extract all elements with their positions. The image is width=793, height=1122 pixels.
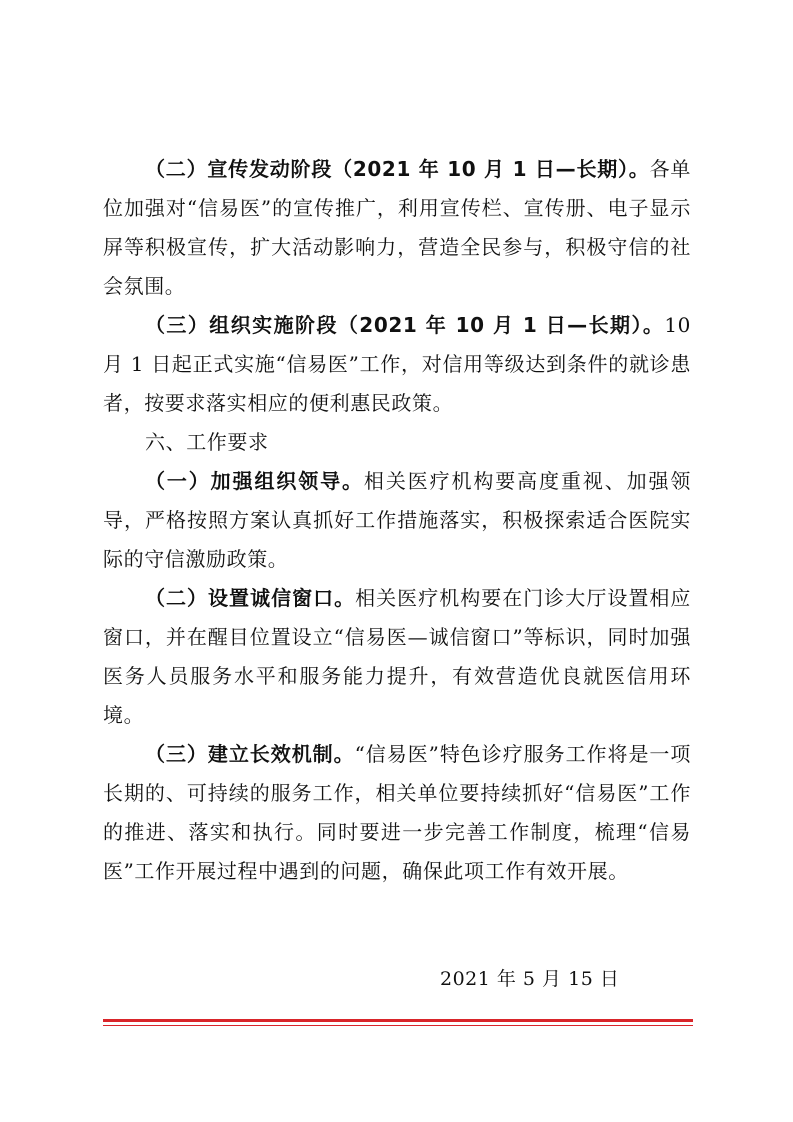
- paragraph-body: 10 月 1 日起正式实施“信易医”工作，对信用等级达到条件的就诊患者，按要求落实相应的便利惠民政策。: [103, 313, 691, 415]
- paragraph-body: 各单位加强对“信易医”的宣传推广，利用宣传栏、宣传册、电子显示屏等积极宣传，扩大活动影响力，营造全民参与，积极守信的社会氛围。: [103, 157, 691, 298]
- paragraph-heading: （二）设置诚信窗口。: [145, 586, 356, 610]
- paragraph-heading: （三）组织实施阶段（2021 年 10 月 1 日—长期）。: [145, 313, 665, 337]
- paragraph-long-term-mechanism: [103, 735, 691, 891]
- footer-rule-thin: [103, 1025, 693, 1026]
- paragraph-body: 相关医疗机构要高度重视、加强领导，严格按照方案认真抓好工作措施落实，积极探索适合医院实际的守信激励政策。: [103, 469, 692, 571]
- paragraph-heading: （二）宣传发动阶段（2021 年 10 月 1 日—长期）。: [145, 157, 650, 181]
- paragraph-heading: （一）加强组织领导。: [145, 469, 364, 493]
- paragraph-organization-leadership: [103, 462, 691, 579]
- paragraph-body: 相关医疗机构要在门诊大厅设置相应窗口，并在醒目位置设立“信易医—诚信窗口”等标识，同时加强医务人员服务水平和服务能力提升，有效营造优良就医信用环境。: [103, 586, 691, 727]
- paragraph-publicity-stage: [103, 150, 691, 306]
- paragraph-heading: （三）建立长效机制。: [145, 742, 355, 766]
- document-date: 2021 年 5 月 15 日: [440, 968, 620, 990]
- paragraph-integrity-window: [103, 579, 691, 735]
- footer-rule-thick: [103, 1019, 693, 1022]
- paragraph-implementation-stage: [103, 306, 691, 423]
- paragraph-body: “信易医”特色诊疗服务工作将是一项长期的、可持续的服务工作，相关单位要持续抓好“信易医”工作的推进、落实和执行。同时要进一步完善工作制度，梳理“信易医”工作开展过程中遇到的问题，确保此项工作有效开展。: [103, 742, 691, 883]
- section-title: 六、工作要求: [145, 430, 269, 454]
